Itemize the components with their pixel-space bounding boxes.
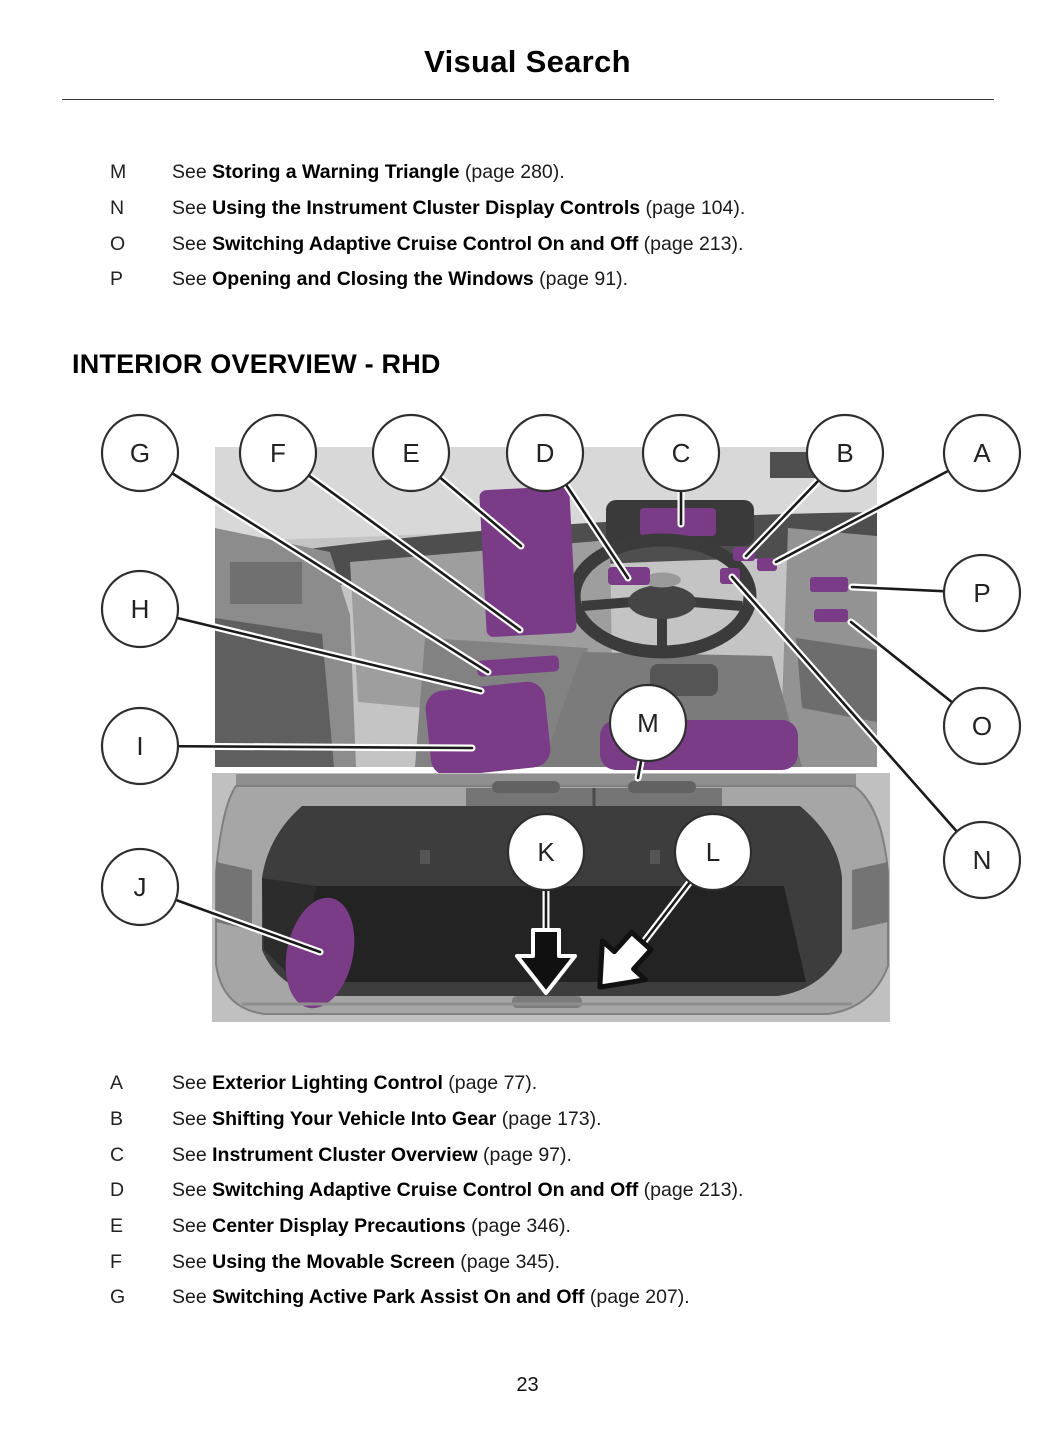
window-controls-highlight xyxy=(810,577,848,592)
callout-o xyxy=(944,688,1020,764)
callout-j xyxy=(102,849,178,925)
svg-text:B: B xyxy=(836,438,854,468)
left-seat-highlight xyxy=(424,680,552,778)
callout-h xyxy=(102,571,178,647)
reference-text xyxy=(172,1286,690,1309)
interior-overview-illustration xyxy=(0,410,1055,1050)
page-title: Visual Search xyxy=(424,44,631,79)
callout-d xyxy=(507,415,583,491)
callout-letter-label: G xyxy=(110,1286,126,1309)
reference-title: Shifting Your Vehicle Into Gear xyxy=(212,1108,497,1131)
svg-text:J: J xyxy=(133,872,147,902)
svg-text:I: I xyxy=(136,731,144,761)
callout-b xyxy=(807,415,883,491)
callout-letter-label: N xyxy=(110,197,125,220)
reference-text xyxy=(172,268,628,291)
section-heading: INTERIOR OVERVIEW - RHD xyxy=(72,349,441,379)
callout-p xyxy=(944,555,1020,631)
see-label: See xyxy=(172,1215,213,1238)
reference-title: Switching Adaptive Cruise Control On and Off xyxy=(212,1179,639,1202)
callout-l xyxy=(675,814,751,890)
reference-item-g xyxy=(0,1280,1055,1316)
callout-n xyxy=(944,822,1020,898)
page-ref: (page 213). xyxy=(638,232,744,255)
reference-text xyxy=(172,1179,743,1202)
callout-k xyxy=(508,814,584,890)
reference-title: Center Display Precautions xyxy=(212,1215,466,1238)
reference-item-m xyxy=(0,155,1055,191)
page-ref: (page 213). xyxy=(638,1179,744,1202)
page-ref: (page 91). xyxy=(533,268,628,291)
reference-text xyxy=(172,1108,602,1131)
see-label: See xyxy=(172,161,213,184)
callout-m xyxy=(610,685,686,761)
see-label: See xyxy=(172,1250,213,1273)
see-label: See xyxy=(172,197,213,220)
reference-item-c xyxy=(0,1137,1055,1173)
see-label: See xyxy=(172,268,213,291)
page-ref: (page 207). xyxy=(584,1286,690,1309)
svg-text:C: C xyxy=(671,438,691,468)
svg-text:P: P xyxy=(973,578,991,608)
door-controls-highlight xyxy=(814,609,848,622)
reference-item-a xyxy=(0,1066,1055,1102)
door-armrest xyxy=(230,562,302,604)
callout-a xyxy=(944,415,1020,491)
see-label: See xyxy=(172,232,213,255)
callout-letter-label: P xyxy=(110,268,124,291)
reference-item-p xyxy=(0,262,1055,298)
callout-letter-label: C xyxy=(110,1143,125,1166)
callout-letter-label: D xyxy=(110,1179,125,1202)
page-ref: (page 346). xyxy=(465,1215,571,1238)
callout-i xyxy=(102,708,178,784)
callout-letter-label: A xyxy=(110,1072,124,1095)
page-ref: (page 104). xyxy=(640,197,746,220)
svg-text:G: G xyxy=(129,438,151,468)
reference-title: Switching Active Park Assist On and Off xyxy=(212,1286,585,1309)
svg-text:D: D xyxy=(535,438,555,468)
reference-title: Opening and Closing the Windows xyxy=(212,268,534,291)
reference-text xyxy=(172,1144,572,1167)
callout-e xyxy=(373,415,449,491)
callout-letter-label: B xyxy=(110,1108,124,1131)
headrest xyxy=(492,781,560,793)
svg-text:N: N xyxy=(972,845,992,875)
page-ref: (page 280). xyxy=(459,161,565,184)
callout-g xyxy=(102,415,178,491)
callout-letter-label: F xyxy=(110,1250,122,1273)
top-reference-list xyxy=(0,155,1055,298)
page-ref: (page 77). xyxy=(442,1072,538,1095)
svg-text:H: H xyxy=(130,594,150,624)
tailgate-latch xyxy=(512,996,582,1008)
reference-item-b xyxy=(0,1102,1055,1138)
svg-text:K: K xyxy=(537,837,555,867)
reference-text xyxy=(172,1072,537,1095)
callout-c xyxy=(643,415,719,491)
reference-item-f xyxy=(0,1244,1055,1280)
headrest xyxy=(628,781,696,793)
svg-text:F: F xyxy=(270,438,286,468)
interior-overview-diagram xyxy=(0,410,1055,1050)
see-label: See xyxy=(172,1286,213,1309)
reference-text xyxy=(172,233,743,256)
reference-title: Exterior Lighting Control xyxy=(212,1072,443,1095)
see-label: See xyxy=(172,1072,213,1095)
reference-text xyxy=(172,197,745,220)
page-number: 23 xyxy=(516,1374,539,1396)
title-divider xyxy=(62,99,994,100)
svg-text:O: O xyxy=(971,711,993,741)
reference-text xyxy=(172,1251,560,1274)
reference-text xyxy=(172,1215,571,1238)
reference-title: Switching Adaptive Cruise Control On and Off xyxy=(212,232,639,255)
reference-item-e xyxy=(0,1209,1055,1245)
svg-text:E: E xyxy=(402,438,420,468)
reference-title: Instrument Cluster Overview xyxy=(212,1143,478,1166)
see-label: See xyxy=(172,1108,213,1131)
bottom-reference-list xyxy=(0,1066,1055,1316)
see-label: See xyxy=(172,1179,213,1202)
reference-item-d xyxy=(0,1173,1055,1209)
page-ref: (page 97). xyxy=(477,1143,572,1166)
callout-letter-label: M xyxy=(110,161,127,184)
reference-title: Using the Instrument Cluster Display Controls xyxy=(212,197,641,220)
right-taillight xyxy=(852,862,888,930)
reference-item-n xyxy=(0,191,1055,227)
page-ref: (page 173). xyxy=(496,1108,602,1131)
callout-f xyxy=(240,415,316,491)
callout-letter-label: O xyxy=(110,232,126,255)
svg-text:A: A xyxy=(973,438,991,468)
reference-title: Using the Movable Screen xyxy=(212,1250,455,1273)
svg-text:L: L xyxy=(705,837,721,867)
see-label: See xyxy=(172,1143,213,1166)
callout-letter-label: E xyxy=(110,1215,124,1238)
svg-text:M: M xyxy=(637,708,659,738)
dashboard-illustration xyxy=(215,447,877,778)
page-ref: (page 345). xyxy=(454,1250,561,1273)
reference-title: Storing a Warning Triangle xyxy=(212,161,460,184)
reference-text xyxy=(172,161,565,184)
reference-item-o xyxy=(0,226,1055,262)
